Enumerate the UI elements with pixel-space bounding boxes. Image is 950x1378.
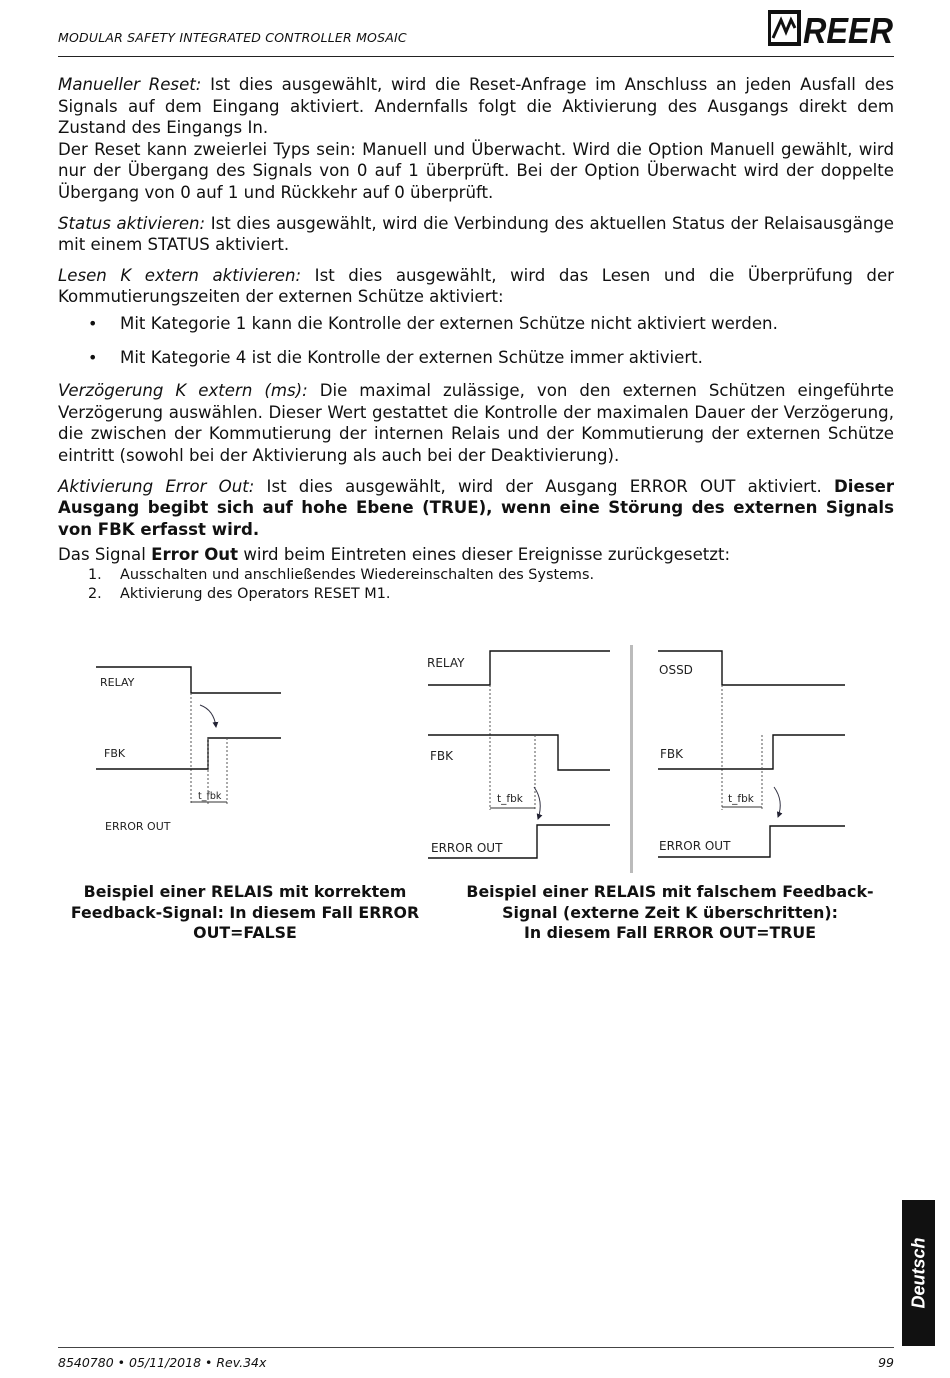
ossd-label: OSSD (659, 663, 693, 677)
list-item (58, 566, 894, 586)
timing-diagram-relay-fault (420, 645, 615, 870)
paragraph-manual-reset (58, 74, 894, 139)
reset-steps (58, 566, 894, 605)
list-item: • Mit Kategorie 1 kann die Kontrolle der externen Schütze nicht aktiviert werden. (58, 313, 894, 335)
text-reset-events-pre: Das Signal (58, 545, 152, 565)
text-error-out: Ist dies ausgewählt, wird der Ausgang ERROR OUT aktiviert. (254, 476, 834, 496)
paragraph-delay (58, 380, 894, 466)
language-tab-label: Deutsch (908, 1237, 928, 1309)
category-list (58, 313, 894, 368)
footer-doc-info: 8540780 • 05/11/2018 • Rev.34x (58, 1355, 267, 1370)
caption-line: Signal (externe Zeit K überschritten): (502, 902, 838, 922)
term-read-k: Lesen K extern aktivieren: (58, 265, 302, 285)
fbk-signal (428, 735, 610, 770)
step-text: Ausschalten und anschließendes Wiedereinschalten des Systems. (120, 566, 595, 583)
fbk-label: FBK (430, 749, 454, 763)
page-number: 99 (878, 1355, 894, 1370)
fbk-signal (658, 735, 845, 769)
caption-line: Feedback-Signal: In diesem Fall ERROR (70, 902, 420, 922)
caption-line: Beispiel einer RELAIS mit korrektem (83, 882, 407, 901)
text-manual-reset: Ist dies ausgewählt, wird die Reset-Anfrage im Anschluss an jeden Ausfall des Signals auf dem Eingang aktiviert. Andernfalls folgt die Aktivierung des Ausgangs direkt dem Zustand des Eingangs In. (58, 75, 894, 138)
footer-rule (58, 1347, 894, 1348)
text-status: Ist dies ausgewählt, wird die Verbindung des aktuellen Status der Relaisausgänge mit einem STATUS aktiviert. (58, 213, 895, 255)
step-number: 1. (88, 566, 102, 583)
list-item: • Mit Kategorie 4 ist die Kontrolle der externen Schütze immer aktiviert. (58, 347, 894, 369)
timing-diagram-correct (96, 655, 316, 840)
paragraph-reset-types: Der Reset kann zweierlei Typs sein: Manuell und Überwacht. Wird die Option Manuell gewählt, wird nur der Übergang des Signals von 0 auf 1 überprüft. Bei der Option Überwacht wird der doppelte Übergang von 0 auf 1 und Rückkehr auf 0 überprüft. (58, 139, 894, 202)
caption-line: OUT=FALSE (193, 923, 297, 943)
text-error-out-bold: Dieser Ausgang begibt sich auf hohe Ebene (TRUE), wenn eine Störung des externen Signals von FBK erfasst wird. (58, 476, 895, 539)
step-text: Aktivierung des Operators RESET M1. (120, 586, 391, 603)
relay-label: RELAY (100, 676, 135, 689)
fbk-label: FBK (104, 747, 126, 760)
tfbk-label: t_fbk (497, 793, 523, 805)
timing-diagram-ossd-fault (650, 645, 850, 870)
error-out-label: ERROR OUT (105, 820, 171, 833)
header-rule (58, 56, 894, 57)
list-item (58, 585, 894, 605)
transition-arrow-icon (200, 705, 216, 727)
relay-label: RELAY (427, 656, 465, 670)
tfbk-label: t_fbk (198, 791, 222, 802)
error-out-label: ERROR OUT (659, 839, 731, 853)
fbk-label: FBK (660, 747, 684, 761)
term-status: Status aktivieren: (58, 213, 206, 233)
caption-wrong-feedback (450, 882, 890, 944)
step-number: 2. (88, 586, 102, 603)
text-read-k: Ist dies ausgewählt, wird das Lesen und die Überprüfung der Kommutierungszeiten der externen Schütze aktiviert: (58, 265, 894, 307)
caption-line: In diesem Fall ERROR OUT=TRUE (523, 923, 817, 943)
svg-text:REER: REER (803, 10, 893, 48)
text-delay: Die maximal zulässige, von den externen Schützen eingeführte Verzögerung auswählen. Dieser Wert gestattet die Kontrolle der maximalen Dauer der Verzögerung, die zwischen der Kommutierung der internen Relais und der Kommutierung der externen Schütze eintritt (sowohl bei der Aktivierung als auch bei der Deaktivierung). (58, 381, 894, 465)
error-out-label: ERROR OUT (431, 841, 503, 855)
text-reset-events-post: wird beim Eintreten eines dieser Ereignisse zurückgesetzt: (238, 545, 731, 565)
term-manual-reset: Manueller Reset: (58, 75, 202, 94)
caption-line: Beispiel einer RELAIS mit falschem Feedback- (466, 882, 874, 901)
header-title: MODULAR SAFETY INTEGRATED CONTROLLER MOSAIC (58, 30, 407, 45)
paragraph-error-out (58, 476, 894, 541)
caption-correct-feedback (58, 882, 432, 944)
figure-divider (630, 645, 633, 873)
reer-logo (768, 8, 894, 48)
paragraph-status (58, 213, 894, 256)
tfbk-label: t_fbk (728, 793, 754, 805)
language-tab (902, 1200, 935, 1346)
paragraph-reset-events (58, 544, 894, 566)
term-error-out: Aktivierung Error Out: (58, 476, 255, 496)
term-delay: Verzögerung K extern (ms): (58, 381, 308, 401)
text-error-out-name: Error Out (151, 545, 239, 565)
main-content (58, 74, 894, 605)
paragraph-read-k (58, 265, 894, 308)
transition-arrow-icon (774, 787, 780, 817)
